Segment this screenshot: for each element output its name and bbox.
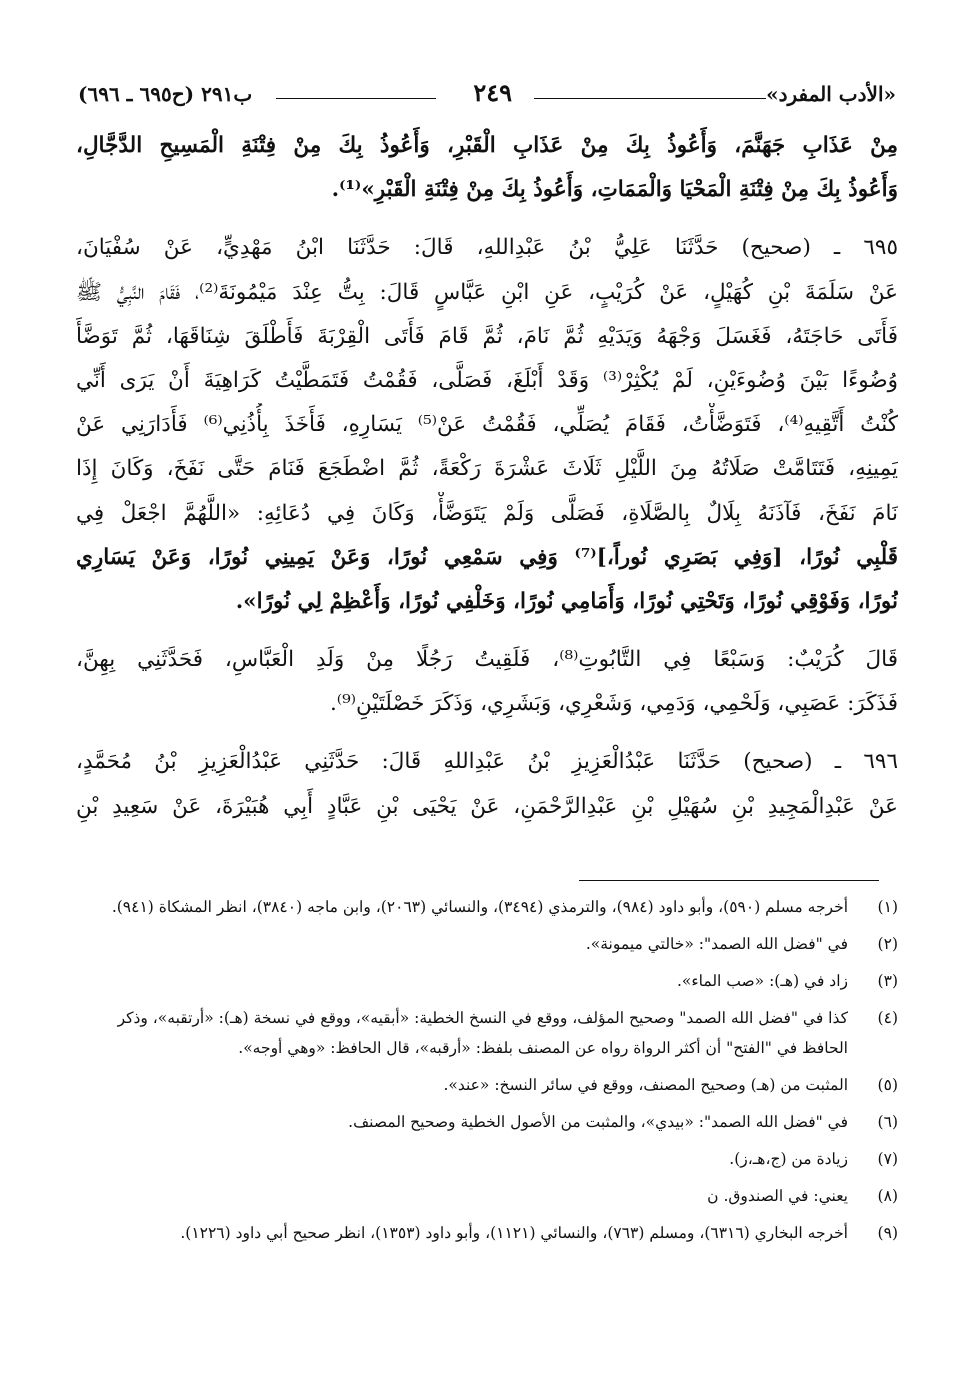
text-line: عَنْ سَلَمَةَ بْنِ كُهَيْلٍ، عَنْ كُرَيْبٍ، عَنِ ابْنِ عَبَّاسٍ قَالَ: بِتُّ عِنْدَ مَيْمُونَةَ⁽²⁾، فَقَامَ النَّبِيُّ ﷺ — [76, 279, 898, 305]
footnote-text: يعني: في الصندوق. ن — [707, 1187, 848, 1205]
header-rule-left — [276, 98, 436, 99]
footnote-text: زيادة من (ج،هـ،ز). — [729, 1150, 848, 1168]
text-line: وُضُوءًا بَيْنَ وُضُوءَيْنِ، لَمْ يُكْثِرْ⁽³⁾ وَقَدْ أَبْلَغَ، فَصَلَّى، فَقُمْتُ فَتَمَطَّيْتُ كَرَاهِيَةَ أَنْ يَرَى أَنِّي — [76, 367, 898, 393]
hadith-heading-line: ٦٩٥ ـ (صحيح) حَدَّثَنَا عَلِيُّ بْنُ عَبْدِاللهِ، قَالَ: حَدَّثَنَا ابْنُ مَهْدِيٍّ، عَنْ سُفْيَانَ، — [76, 235, 898, 261]
page-number: ٢٤٩ — [473, 78, 512, 107]
footnote-number: (١) — [877, 898, 898, 916]
text-line: قَالَ كُرَيْبٌ: وَسَبْعًا فِي التَّابُوتِ⁽⁸⁾، فَلَقِيتُ رَجُلًا مِنْ وَلَدِ الْعَبَّاسِ، فَحَدَّثَنِي بِهِنَّ، — [76, 647, 898, 673]
running-header — [78, 78, 896, 112]
footnote-text: أخرجه البخاري (٦٣١٦)، ومسلم (٧٦٣)، والنسائي (١١٢١)، وأبو داود (١٣٥٣)، انظر صحيح أبي داود (١٢٢٦). — [180, 1224, 848, 1242]
footnote — [76, 1218, 898, 1248]
footnote — [76, 892, 898, 922]
footnote-number: (٦) — [877, 1113, 898, 1131]
footnote-number: (٢) — [877, 935, 898, 953]
footnote-number: (٤) — [877, 1009, 898, 1027]
text-line: فَأَتَى حَاجَتَهُ، فَغَسَلَ وَجْهَهُ وَيَدَيْهِ ثُمَّ نَامَ، ثُمَّ قَامَ فَأَتَى الْقِرْبَةَ فَأَطْلَقَ شِنَاقَهَا، ثُمَّ تَوَضَّأَ — [76, 323, 898, 349]
footnote — [76, 966, 898, 996]
footnote-number: (٥) — [877, 1076, 898, 1094]
header-rule-right — [534, 98, 766, 99]
footnote-text: أخرجه مسلم (٥٩٠)، وأبو داود (٩٨٤)، والترمذي (٣٤٩٤)، والنسائي (٢٠٦٣)، وابن ماجه (٣٨٤٠)، انظر المشكاة (٩٤١). — [111, 898, 848, 916]
text-line: يَمِينِهِ، فَتَتَامَّتْ صَلَاتُهُ مِنَ اللَّيْلِ ثَلَاثَ عَشْرَةَ رَكْعَةً، ثُمَّ اضْطَجَعَ فَنَامَ حَتَّى نَفَخَ، وَكَانَ إِذَا — [76, 456, 898, 482]
footnotes — [76, 892, 898, 1255]
footnote — [76, 929, 898, 959]
text-line: نُورًا، وَفَوْقِي نُورًا، وَتَحْتِي نُورًا، وَأَمَامِي نُورًا، وَخَلْفِي نُورًا، وَأَعْظِمْ لِي نُورًا». — [235, 588, 898, 614]
text-line: نَامَ نَفَخَ، فَآذَنَهُ بِلَالٌ بِالصَّلَاةِ، فَصَلَّى وَلَمْ يَتَوَضَّأْ، وَكَانَ فِي دُعَائِهِ: «اللَّهُمَّ اجْعَلْ فِي — [76, 500, 898, 526]
text-line: كُنْتُ أَتَّقِيهِ⁽⁴⁾، فَتَوَضَّأْتُ، فَقَامَ يُصَلِّي، فَقُمْتُ عَنْ⁽⁵⁾ يَسَارِهِ، فَأَخَذَ بِأُذُنِي⁽⁶⁾ فَأَدَارَنِي عَنْ — [76, 412, 898, 438]
text-line: عَنْ عَبْدِالْمَجِيدِ بْنِ سُهَيْلِ بْنِ عَبْدِالرَّحْمَنِ، عَنْ يَحْيَى بْنِ عَبَّادٍ أَبِي هُبَيْرَةَ، عَنْ سَعِيدِ بْنِ — [76, 793, 898, 819]
text-line: فَذَكَرَ: عَصَبِي، وَلَحْمِي، وَدَمِي، وَشَعْرِي، وَبَشَرِي، وَذَكَرَ خَصْلَتَيْنِ⁽⁹⁾. — [329, 691, 898, 717]
footnote — [76, 1144, 898, 1174]
text-line: مِنْ عَذَابِ جَهَنَّمَ، وَأَعُوذُ بِكَ مِنْ عَذَابِ الْقَبْرِ، وَأَعُوذُ بِكَ مِنْ فِتْنَةِ الْمَسِيحِ الدَّجَّالِ، — [76, 133, 898, 158]
footnote-number: (٧) — [877, 1150, 898, 1168]
footnote — [76, 1003, 898, 1063]
footnote — [76, 1070, 898, 1100]
footnote-text: كذا في "فضل الله الصمد" وصحيح المؤلف، ووقع في النسخ الخطية: «أبقيه»، ووقع في نسخة (هـ): «أرتقبه»، وذكر الحافظ في "الفتح" أن أكثر الرواة رواه عن المصنف بلفظ: «أرقبه»، قال الحافظ: «وهي أوجه». — [117, 1009, 848, 1057]
book-title: «الأدب المفرد» — [766, 82, 896, 106]
footnote-number: (٣) — [877, 972, 898, 990]
footnote-separator — [579, 880, 879, 881]
main-text — [76, 124, 898, 829]
hadith-heading-line: ٦٩٦ ـ (صحيح) حَدَّثَنَا عَبْدُالْعَزِيزِ بْنُ عَبْدِاللهِ قَالَ: حَدَّثَنِي عَبْدُالْعَزِيزِ بْنُ مُحَمَّدٍ، — [76, 749, 898, 775]
footnote-text: المثبت من (هـ) وصحيح المصنف، ووقع في سائر النسخ: «عند». — [443, 1076, 848, 1094]
chapter-reference: ب٢٩١ (ح٦٩٥ ـ ٦٩٦) — [78, 82, 253, 106]
text-line: قَلْبِي نُورًا، [وَفِي بَصَرِي نُوراً،]⁽⁷⁾ وَفِي سَمْعِي نُورًا، وَعَنْ يَمِينِي نُورًا، وَعَنْ يَسَارِي — [76, 544, 898, 570]
footnote — [76, 1107, 898, 1137]
footnote-text: في "فضل الله الصمد": «خالتي ميمونة». — [585, 935, 848, 953]
footnote-number: (٨) — [877, 1187, 898, 1205]
text-line: وَأَعُوذُ بِكَ مِنْ فِتْنَةِ الْمَحْيَا وَالْمَمَاتِ، وَأَعُوذُ بِكَ مِنْ فِتْنَةِ الْقَبْرِ»⁽¹⁾. — [331, 177, 898, 203]
footnote — [76, 1181, 898, 1211]
footnote-text: زاد في (هـ): «صب الماء». — [676, 972, 848, 990]
footnote-number: (٩) — [877, 1224, 898, 1242]
footnote-text: في "فضل الله الصمد": «بيدي»، والمثبت من الأصول الخطية وصحيح المصنف. — [348, 1113, 848, 1131]
